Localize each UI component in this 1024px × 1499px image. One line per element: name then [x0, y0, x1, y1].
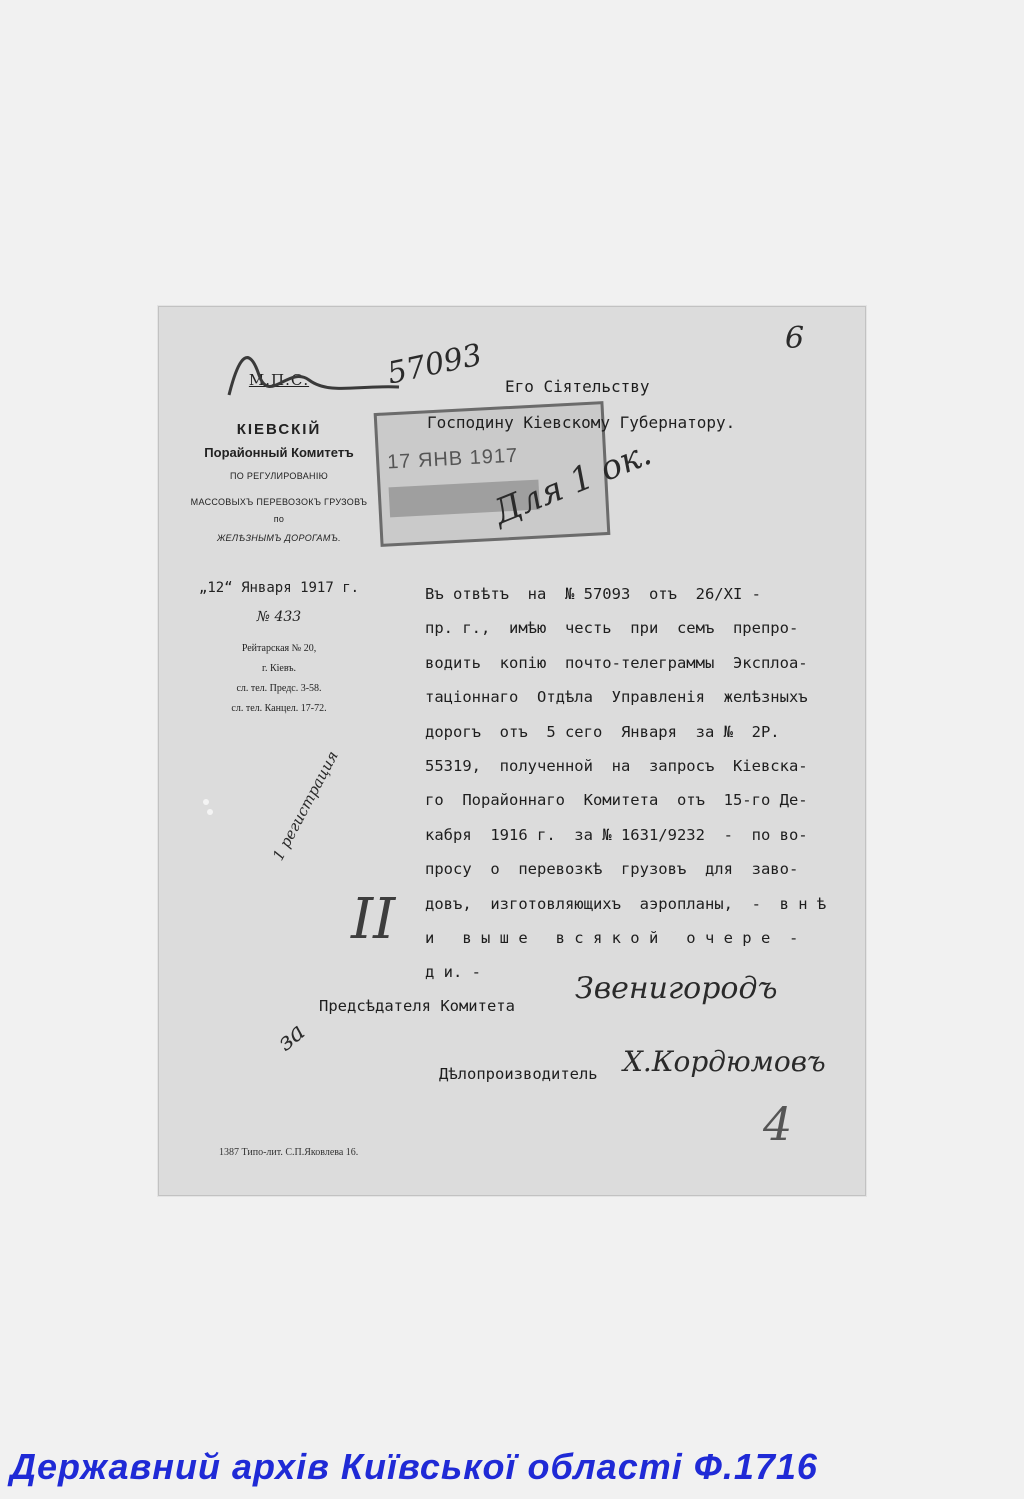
- addressee-line-1: Его Сіятельству: [505, 377, 650, 396]
- body-line: го Порайоннаго Комитета отъ 15-го Де-: [425, 791, 808, 810]
- body-line: таціоннаго Отдѣла Управленія желѣзныхъ: [425, 688, 808, 707]
- body-line: пр. г., имѣю честь при семъ препро-: [425, 619, 799, 638]
- address-street: Рейтарская № 20,: [241, 643, 317, 654]
- body-line: 55319, полученной на запросъ Кіевска-: [425, 757, 808, 776]
- letterhead-city: КІЕВСКІЙ: [236, 421, 322, 438]
- letterhead-ministry: М.П.С.: [248, 371, 310, 389]
- body-line: просу о перевозкѣ грузовъ для заво-: [425, 860, 799, 879]
- chairman-prefix: за: [271, 1017, 311, 1057]
- body-line: кабря 1916 г. за № 1631/9232 - по во-: [425, 825, 808, 844]
- letter-date: „12“ Января 1917 г.: [198, 580, 360, 596]
- letterhead-subtitle-2: МАССОВЫХЪ ПЕРЕВОЗОКЪ ГРУЗОВЪ: [190, 497, 368, 507]
- letterhead-subtitle-3: по: [273, 514, 285, 524]
- resolution-note: Для 1 ок.: [487, 433, 658, 533]
- body-line: д и. -: [425, 963, 481, 982]
- bottom-handwritten-number: 4: [763, 1097, 793, 1151]
- letterhead-subtitle-4: ЖЕЛѢЗНЫМЪ ДОРОГАМЪ.: [217, 533, 341, 543]
- document-sheet: [158, 306, 866, 1196]
- letterhead-subtitle-1: ПО РЕГУЛИРОВАНІЮ: [229, 471, 329, 481]
- chairman-label: Предсѣдателя Комитета: [319, 997, 515, 1015]
- page-number: 6: [785, 321, 805, 356]
- clerk-signature: Х.Кордюмовъ: [623, 1045, 826, 1078]
- addressee-line-2: Господину Кіевскому Губернатору.: [427, 413, 736, 432]
- margin-roman-numeral: II: [351, 887, 396, 952]
- phone-office: сл. тел. Канцел. 17-72.: [231, 703, 327, 714]
- incoming-number: 57093: [384, 337, 486, 392]
- phone-chairman: сл. тел. Предс. 3-58.: [236, 683, 322, 694]
- body-line: дорогъ отъ 5 сего Января за № 2Р.: [425, 722, 780, 741]
- body-line: довъ, изготовляющихъ аэропланы, - в н ѣ: [425, 894, 827, 913]
- printer-imprint: 1387 Типо-лит. С.П.Яковлева 16.: [219, 1147, 359, 1158]
- archive-caption: Державний архів Київської області Ф.1716: [10, 1446, 818, 1487]
- stamp-date: 17 ЯНВ 1917: [386, 444, 519, 474]
- letter-number: № 433: [256, 609, 302, 625]
- handwritten-flourish: [219, 335, 409, 405]
- clerk-label: Дѣлопроизводитель: [439, 1065, 598, 1083]
- letter-body: [425, 577, 855, 990]
- body-line: водить копію почто-телеграммы Эксплоа-: [425, 653, 808, 672]
- letterhead-committee: Порайонный Комитетъ: [204, 445, 354, 460]
- margin-registration-note: 1 регистрация: [269, 747, 342, 864]
- body-line: Въ отвѣтъ на № 57093 отъ 26/XI -: [425, 585, 761, 603]
- body-line: и в ы ш е в с я к о й о ч е р е -: [425, 929, 799, 948]
- address-city: г. Кіевъ.: [261, 663, 296, 674]
- chairman-signature: Звенигородъ: [575, 971, 778, 1006]
